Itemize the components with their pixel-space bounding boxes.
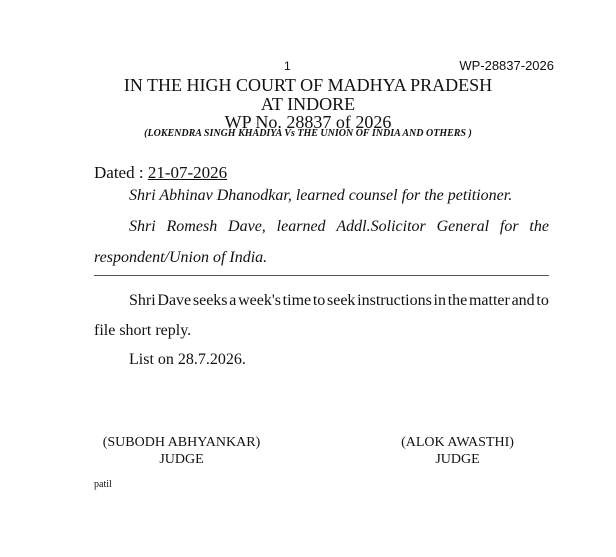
listing-direction: List on 28.7.2026. [129,351,246,368]
word: in [433,292,446,309]
word: Romesh [166,218,218,235]
word: to [536,292,549,309]
word: instructions [357,292,432,309]
judge-name: (ALOK AWASTHI) [401,435,514,450]
case-parties: (LOKENDRA SINGH KHADIYA Vs THE UNION OF INDIA AND OTHERS ) [144,128,472,139]
court-bench: AT INDORE [260,94,356,114]
word: General [436,218,490,235]
judge-signature-block [390,434,525,468]
date-value: 21-07-2026 [147,163,228,182]
word: Addl.Solicitor [336,218,426,235]
order-body-continued: file short reply. [94,322,192,339]
word: a [229,292,237,309]
word: and [511,292,535,309]
judge-title: JUDGE [435,452,480,467]
word: seeks [192,292,228,309]
word: Shri [129,218,156,235]
word: Shri [129,292,156,309]
case-reference: WP-28837-2026 [459,58,554,73]
appearance-respondent-continued: respondent/Union of India. [94,249,268,266]
judge-signature-block [94,434,269,468]
word: Dave, [228,218,266,235]
word: matter [468,292,510,309]
word: to [312,292,326,309]
word: learned [276,218,326,235]
appearance-petitioner: Shri Abhinav Dhanodkar, learned counsel for the petitioner. [129,187,513,204]
judge-title: JUDGE [159,452,204,467]
word: seek [327,292,356,309]
word: week's [238,292,281,309]
page-number: 1 [284,59,291,73]
appearance-respondent [129,218,549,236]
court-name: IN THE HIGH COURT OF MADHYA PRADESH [123,75,493,95]
dated-label: Dated : [94,163,148,182]
case-number: WP No. 28837 of 2026 [224,112,392,132]
stenographer-initials: patil [94,479,112,490]
divider-line [94,275,549,276]
word: the [529,218,549,235]
word: time [282,292,312,309]
word: the [447,292,468,309]
word: Dave [157,292,192,309]
order-body [129,292,549,310]
word: for [499,218,519,235]
judge-name: (SUBODH ABHYANKAR) [102,435,261,450]
order-date [94,163,227,183]
